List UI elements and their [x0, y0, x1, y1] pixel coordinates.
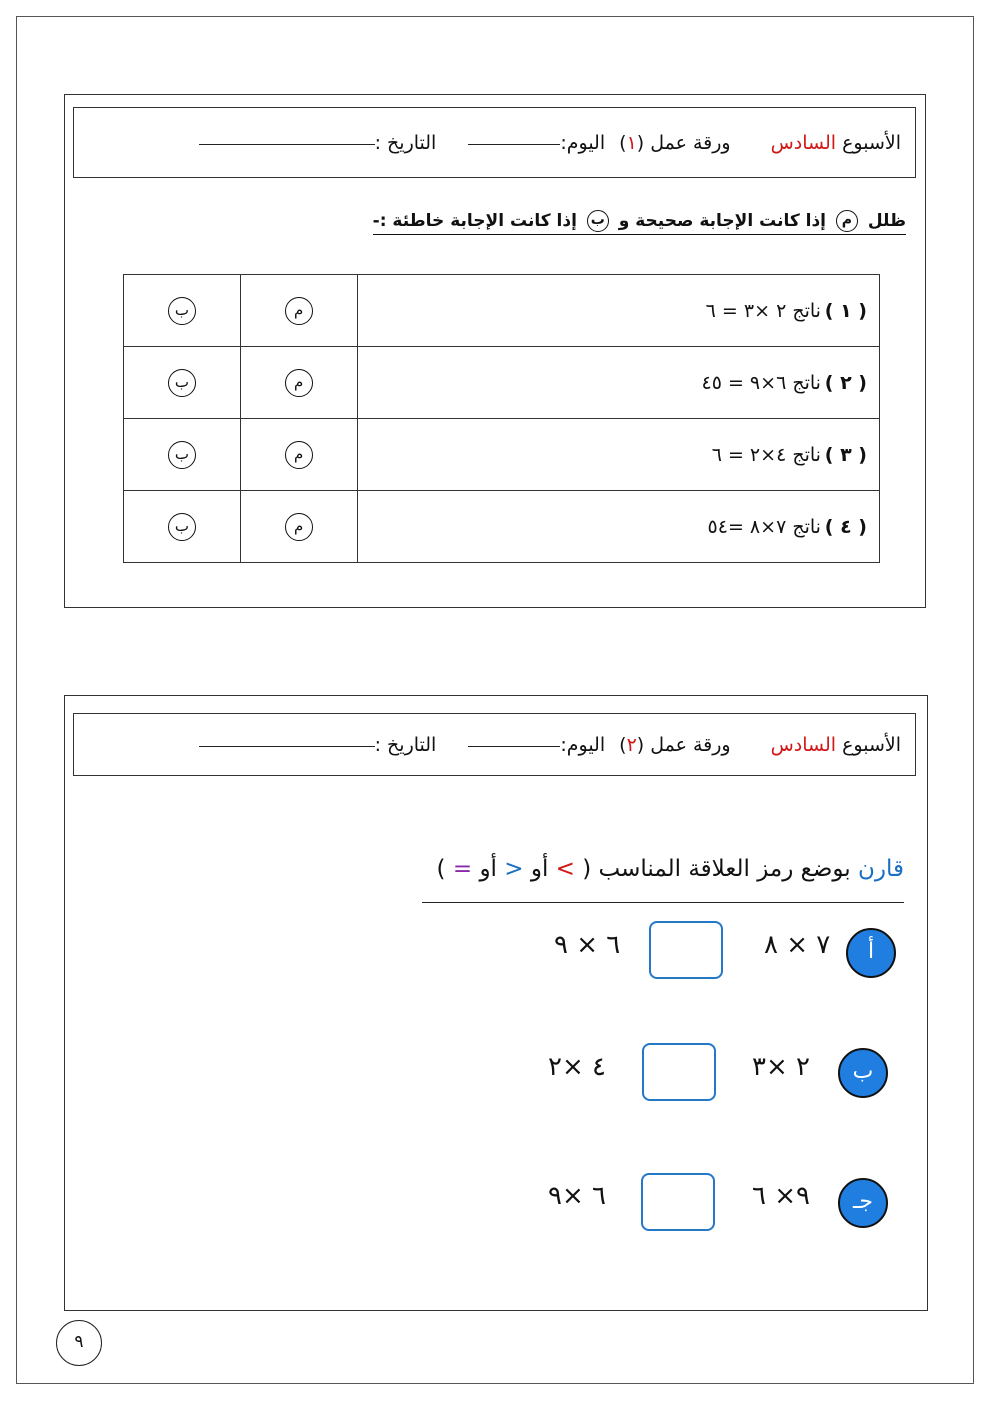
- answer-box[interactable]: [641, 1173, 715, 1231]
- week-label: الأسبوع: [842, 733, 901, 756]
- option-b-cell[interactable]: [124, 491, 241, 563]
- instruction-if-correct: إذا كانت الإجابة صحيحة و: [618, 211, 827, 231]
- day-label: اليوم:: [560, 733, 606, 756]
- option-a-bubble[interactable]: م: [285, 369, 313, 397]
- symbol-equal: =: [452, 856, 473, 882]
- sheet-label: ورقة عمل (: [636, 733, 731, 756]
- compare-close: ): [436, 856, 446, 882]
- option-b-cell[interactable]: [124, 275, 241, 347]
- worksheet-1-header: [73, 107, 916, 178]
- option-a-bubble[interactable]: م: [285, 297, 313, 325]
- instruction-option-a: م: [836, 210, 858, 232]
- option-b-bubble[interactable]: ب: [168, 369, 196, 397]
- sheet-close: ): [619, 733, 627, 756]
- option-a-cell[interactable]: [240, 347, 357, 419]
- question-number: ( ٣ ): [824, 443, 867, 466]
- question-text: ناتج ٤×٢ = ٦: [711, 443, 821, 466]
- question-cell: [357, 491, 879, 563]
- item-badge: أ: [846, 928, 896, 978]
- left-expression: ٩× ٦: [752, 1181, 810, 1211]
- left-expression: ٢ ×٣: [752, 1052, 810, 1082]
- table-row: [124, 275, 880, 347]
- right-expression: ٤ ×٢: [548, 1052, 606, 1082]
- option-b-bubble[interactable]: ب: [168, 297, 196, 325]
- option-b-cell[interactable]: [124, 347, 241, 419]
- answer-box[interactable]: [649, 921, 723, 979]
- sheet-close: ): [619, 131, 627, 154]
- compare-instruction: [437, 856, 904, 882]
- question-number: ( ١ ): [824, 299, 867, 322]
- left-expression: ٧ × ٨: [764, 930, 831, 960]
- table-row: [124, 491, 880, 563]
- option-b-bubble[interactable]: ب: [168, 441, 196, 469]
- day-field[interactable]: [468, 742, 560, 747]
- sheet-number: ٢: [626, 733, 637, 756]
- worksheet-2-box: [64, 695, 928, 1311]
- instruction-option-b: ب: [587, 210, 609, 232]
- question-number: ( ٢ ): [824, 371, 867, 394]
- day-field[interactable]: [468, 140, 560, 145]
- question-cell: [357, 275, 879, 347]
- or-word: أو: [530, 856, 549, 882]
- question-number: ( ٤ ): [824, 515, 867, 538]
- question-text: ناتج ٦×٩ = ٤٥: [701, 371, 821, 394]
- option-a-bubble[interactable]: م: [285, 513, 313, 541]
- instruction-if-wrong: إذا كانت الإجابة خاطئة :-: [372, 211, 577, 231]
- or-word: أو: [479, 856, 497, 882]
- date-field[interactable]: [199, 140, 375, 145]
- item-badge: جـ: [838, 1178, 888, 1228]
- question-cell: [357, 347, 879, 419]
- week-value: السادس: [770, 131, 837, 154]
- symbol-less: <: [504, 856, 524, 882]
- compare-rest: بوضع رمز العلاقة المناسب (: [582, 856, 851, 882]
- table-row: [124, 419, 880, 491]
- option-a-cell[interactable]: [240, 491, 357, 563]
- sheet-number: ١: [626, 131, 637, 154]
- week-label: الأسبوع: [842, 131, 901, 154]
- option-a-cell[interactable]: [240, 419, 357, 491]
- worksheet-2-header: [73, 713, 916, 776]
- question-cell: [357, 419, 879, 491]
- answer-box[interactable]: [642, 1043, 716, 1101]
- compare-underline: [422, 902, 904, 903]
- sheet-label: ورقة عمل (: [636, 131, 731, 154]
- question-text: ناتج ٧×٨ =٥٤: [707, 515, 821, 538]
- right-expression: ٦ ×٩: [548, 1181, 606, 1211]
- option-a-cell[interactable]: [240, 275, 357, 347]
- right-expression: ٦ × ٩: [554, 930, 621, 960]
- week-value: السادس: [770, 733, 837, 756]
- date-label: التاريخ :: [374, 131, 437, 154]
- option-a-bubble[interactable]: م: [285, 441, 313, 469]
- instruction: [373, 210, 906, 235]
- compare-word: قارن: [858, 856, 904, 882]
- option-b-cell[interactable]: [124, 419, 241, 491]
- true-false-table: [123, 274, 880, 563]
- symbol-greater: >: [555, 856, 575, 882]
- table-row: [124, 347, 880, 419]
- date-label: التاريخ :: [374, 733, 437, 756]
- item-badge: ب: [838, 1048, 888, 1098]
- instruction-shade: ظلل: [867, 211, 906, 231]
- date-field[interactable]: [199, 742, 375, 747]
- question-text: ناتج ٢ ×٣ = ٦: [705, 299, 821, 322]
- page-number: ٩: [56, 1320, 102, 1366]
- day-label: اليوم:: [560, 131, 606, 154]
- option-b-bubble[interactable]: ب: [168, 513, 196, 541]
